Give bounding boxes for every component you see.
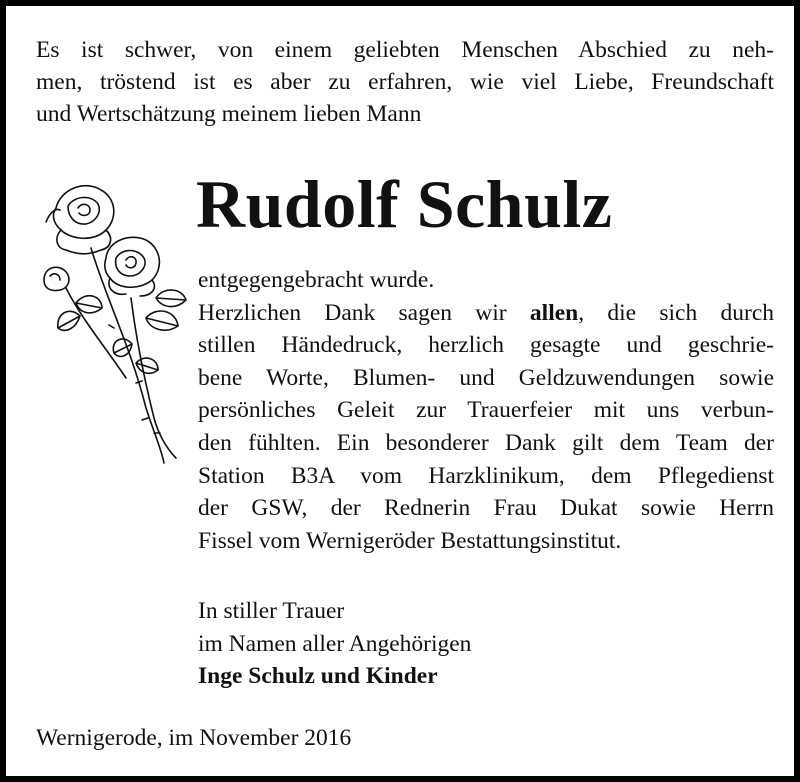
body-line-end: , die sich durch	[578, 299, 775, 326]
intro-paragraph	[36, 34, 774, 130]
intro-line: und Wertschätzung meinem lieben Mann	[36, 101, 422, 127]
body-line	[198, 297, 774, 330]
rose-illustration-icon	[36, 178, 196, 473]
body-line: Station B3A vom Harzklinikum, dem Pflegedienst	[198, 462, 774, 489]
body-line: persönliches Geleit zur Trauerfeier mit uns verbun-	[198, 397, 774, 424]
body-line: bene Worte, Blumen- und Geldzuwendungen sowie	[198, 364, 774, 391]
intro-line: Es ist schwer, von einem geliebten Menschen Abschied zu neh-	[36, 37, 774, 63]
body-line: entgegengebracht wurde.	[198, 267, 435, 293]
emphasis-allen: allen	[529, 299, 579, 326]
relatives-phrase: im Namen aller Angehörigen	[198, 630, 472, 657]
body-line-start: Herzlichen Dank sagen wir	[198, 299, 530, 326]
body-line: stillen Händedruck, herzlich gesagte und geschrie-	[198, 332, 774, 359]
acknowledgement-paragraph	[198, 264, 774, 557]
place-date: Wernigerode, im November 2016	[36, 725, 352, 751]
signatory-names: Inge Schulz und Kinder	[198, 663, 438, 690]
intro-line: men, tröstend ist es aber zu erfahren, wie viel Liebe, Freundschaft	[36, 69, 774, 95]
mourning-phrase: In stiller Trauer	[198, 598, 345, 624]
body-line: Fissel vom Wernigeröder Bestattungsinstitut.	[198, 527, 622, 554]
signature-block	[198, 595, 471, 693]
body-line: den fühlten. Ein besonderer Dank gilt dem Team der	[198, 429, 774, 456]
deceased-name: Rudolf Schulz	[196, 166, 613, 242]
body-line: der GSW, der Rednerin Frau Dukat sowie Herrn	[198, 495, 774, 522]
